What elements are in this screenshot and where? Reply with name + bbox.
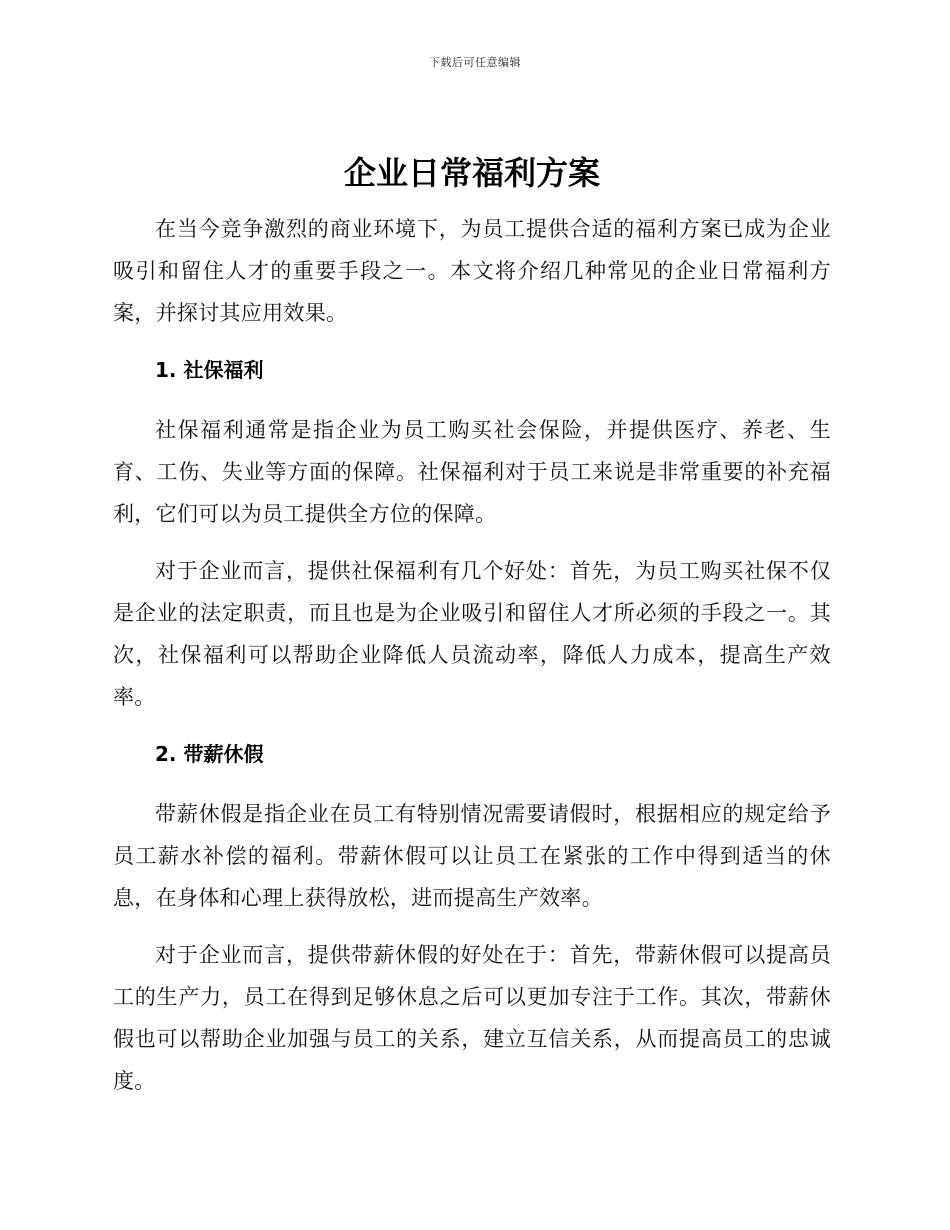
document-title: 企业日常福利方案 [343, 154, 600, 192]
paragraph: 社保福利通常是指企业为员工购买社会保险，并提供医疗、养老、生育、工伤、失业等方面的保障。社保福利对于员工来说是非常重要的补充福利，它们可以为员工提供全方位的保障。 [113, 418, 831, 526]
document-body [113, 148, 831, 1117]
header-note: 下载后可任意编辑 [429, 56, 521, 69]
section-heading-paid-leave: 2. 带薪休假 [155, 742, 264, 766]
intro-paragraph: 在当今竞争激烈的商业环境下，为员工提供合适的福利方案已成为企业吸引和留住人才的重要手段之一。本文将介绍几种常见的企业日常福利方案，并探讨其应用效果。 [113, 217, 831, 325]
section-heading-social-insurance: 1. 社保福利 [155, 358, 264, 382]
paragraph: 带薪休假是指企业在员工有特别情况需要请假时，根据相应的规定给予员工薪水补偿的福利。带薪休假可以让员工在紧张的工作中得到适当的休息，在身体和心理上获得放松，进而提高生产效率。 [113, 802, 831, 910]
paragraph: 对于企业而言，提供带薪休假的好处在于：首先，带薪休假可以提高员工的生产力，员工在得到足够休息之后可以更加专注于工作。其次，带薪休假也可以帮助企业加强与员工的关系，建立互信关系，从而提高员工的忠诚度。 [113, 943, 831, 1093]
paragraph: 对于企业而言，提供社保福利有几个好处：首先，为员工购买社保不仅是企业的法定职责，而且也是为企业吸引和留住人才所必须的手段之一。其次，社保福利可以帮助企业降低人员流动率，降低人力成本，提高生产效率。 [113, 559, 831, 709]
